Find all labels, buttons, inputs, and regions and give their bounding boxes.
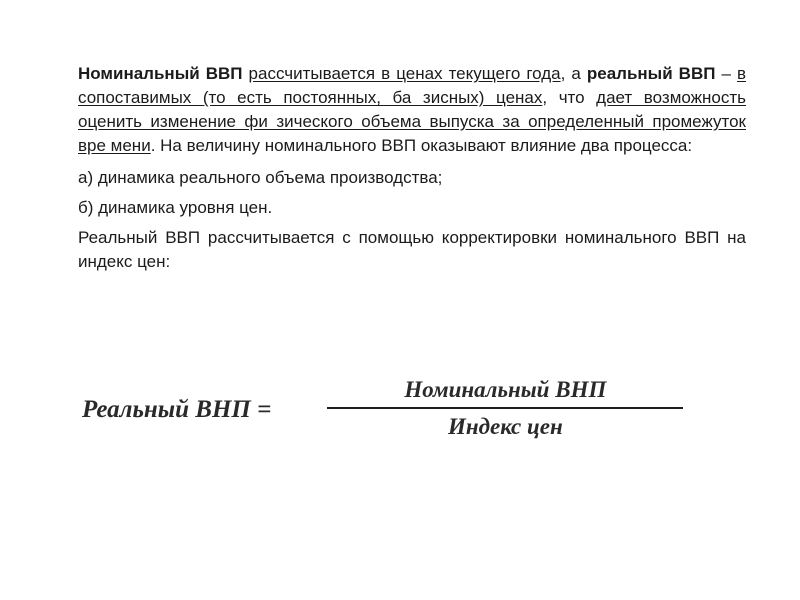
formula-fraction: [327, 376, 683, 441]
paragraph-real-gdp-calculation: Реальный ВВП рассчитывается с помощью корректировки номинального ВВП на индекс цен:: [78, 228, 746, 271]
formula: [82, 368, 722, 448]
paragraph-gdp-definition: [78, 62, 746, 158]
text-segment: , что: [542, 88, 597, 107]
formula-left-side: Реальный ВНП =: [82, 396, 272, 423]
fraction-bar: [327, 407, 683, 409]
text-segment: , а: [560, 64, 587, 83]
formula-denominator: Индекс цен: [447, 413, 563, 439]
text-block: [78, 62, 746, 282]
text-segment: в сопоставимых (то есть постоянных, ба зисных) ценах: [78, 64, 747, 107]
text-segment: . На величину номинального ВВП оказывают влияние два процесса:: [150, 136, 693, 155]
text-segment: реальный ВВП: [586, 64, 716, 83]
text-segment: дает возможность оценить изменение фи зического объема выпуска за определенный промежуток вре мени: [78, 88, 747, 155]
list-item: а) динамика реального объема производства;: [78, 168, 443, 187]
formula-numerator: Номинальный ВНП: [404, 376, 607, 402]
text-segment: –: [715, 64, 737, 83]
list-item: б) динамика уровня цен.: [78, 198, 273, 217]
text-segment: рассчитывается в ценах текущего года: [248, 64, 561, 83]
text-segment: Номинальный ВВП: [78, 64, 243, 83]
